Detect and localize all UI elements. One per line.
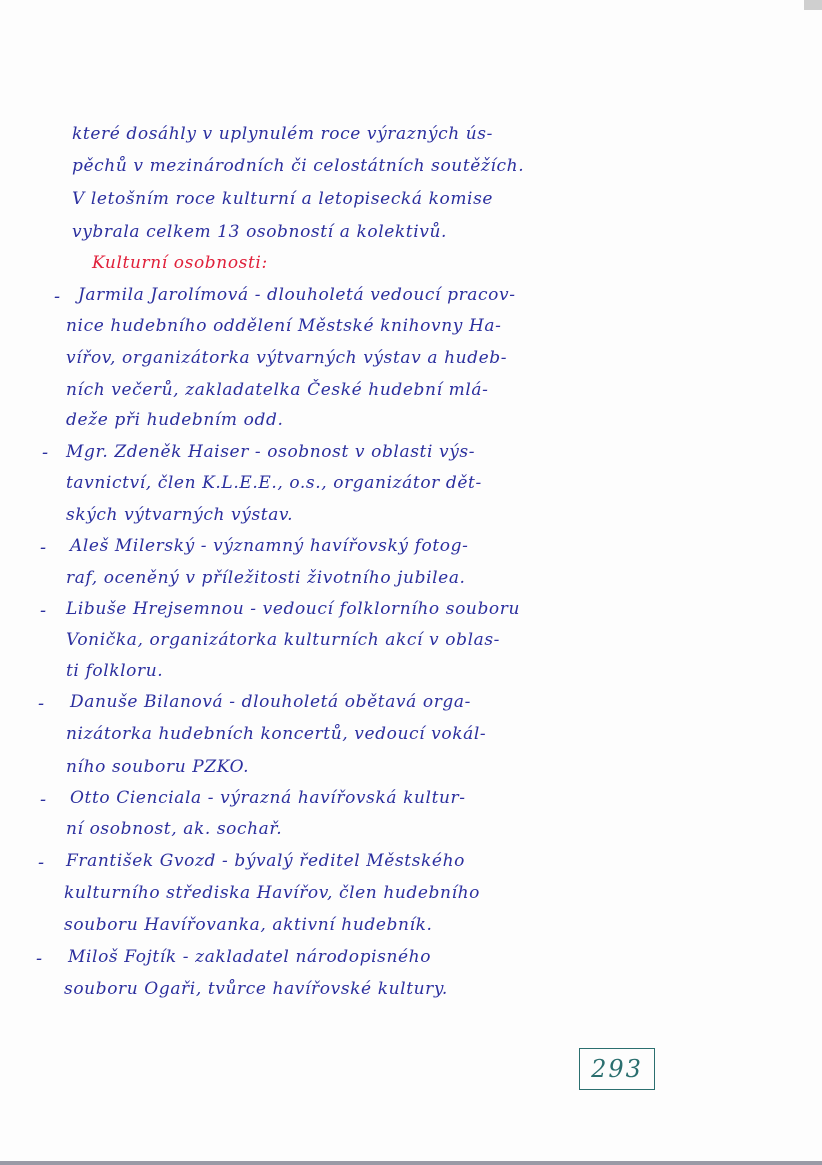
- entry-2-line-2: tavnictví, člen K.L.E.E., o.s., organizátor dět-: [66, 473, 482, 493]
- entry-5-dash: -: [38, 693, 45, 714]
- entry-4-line-2: Vonička, organizátorka kulturních akcí v oblas-: [66, 630, 501, 650]
- scan-corner-mark: [804, 0, 822, 10]
- intro-line-2: pěchů v mezinárodních či celostátních soutěžích.: [72, 156, 525, 176]
- entry-8-line-2: souboru Ogaři, tvůrce havířovské kultury.: [64, 979, 448, 999]
- entry-5-line-3: ního souboru PZKO.: [66, 757, 250, 777]
- page-number-box: [579, 1048, 655, 1090]
- entry-7-line-2: kulturního střediska Havířov, člen hudebního: [64, 883, 481, 903]
- entry-7-line-1: František Gvozd - bývalý ředitel Městského: [66, 851, 465, 871]
- intro-line-3: V letošním roce kulturní a letopisecká komise: [72, 189, 494, 209]
- entry-1-dash: -: [54, 286, 61, 307]
- entry-1-line-1: Jarmila Jarolímová - dlouholetá vedoucí pracov-: [78, 285, 516, 305]
- entry-2-line-1: Mgr. Zdeněk Haiser - osobnost v oblasti výs-: [66, 442, 476, 462]
- section-heading: Kulturní osobnosti:: [92, 253, 268, 273]
- entry-7-line-3: souboru Havířovanka, aktivní hudebník.: [64, 915, 433, 935]
- entry-3-line-1: Aleš Milerský - významný havířovský fotog-: [70, 536, 469, 556]
- entry-6-line-1: Otto Cienciala - výrazná havířovská kultur-: [70, 788, 466, 808]
- entry-5-line-1: Danuše Bilanová - dlouholetá obětavá orga-: [70, 692, 471, 712]
- entry-4-line-1: Libuše Hrejsemnou - vedoucí folklorního souboru: [66, 599, 521, 619]
- entry-1-line-3: vířov, organizátorka výtvarných výstav a hudeb-: [66, 348, 508, 368]
- entry-7-dash: -: [38, 852, 45, 873]
- entry-6-line-2: ní osobnost, ak. sochař.: [66, 819, 283, 839]
- intro-line-1: které dosáhly v uplynulém roce výrazných ús-: [72, 124, 493, 144]
- intro-line-4: vybrala celkem 13 osobností a kolektivů.: [72, 222, 448, 242]
- entry-3-line-2: raf, oceněný v příležitosti životního jubilea.: [66, 568, 466, 588]
- entry-8-dash: -: [36, 948, 43, 969]
- entry-8-line-1: Miloš Fojtík - zakladatel národopisného: [68, 947, 432, 967]
- entry-2-dash: -: [42, 442, 49, 463]
- entry-2-line-3: ských výtvarných výstav.: [66, 505, 294, 525]
- entry-6-dash: -: [40, 789, 47, 810]
- entry-4-dash: -: [40, 600, 47, 621]
- page-number: 293: [591, 1055, 643, 1083]
- entry-5-line-2: nizátorka hudebních koncertů, vedoucí vokál-: [66, 724, 487, 744]
- scan-bottom-edge: [0, 1161, 822, 1165]
- entry-1-line-2: nice hudebního oddělení Městské knihovny Ha-: [66, 316, 502, 336]
- entry-1-line-5: deže při hudebním odd.: [66, 410, 284, 430]
- entry-3-dash: -: [40, 537, 47, 558]
- entry-4-line-3: ti folkloru.: [66, 661, 164, 681]
- entry-1-line-4: ních večerů, zakladatelka České hudební mlá-: [66, 380, 489, 400]
